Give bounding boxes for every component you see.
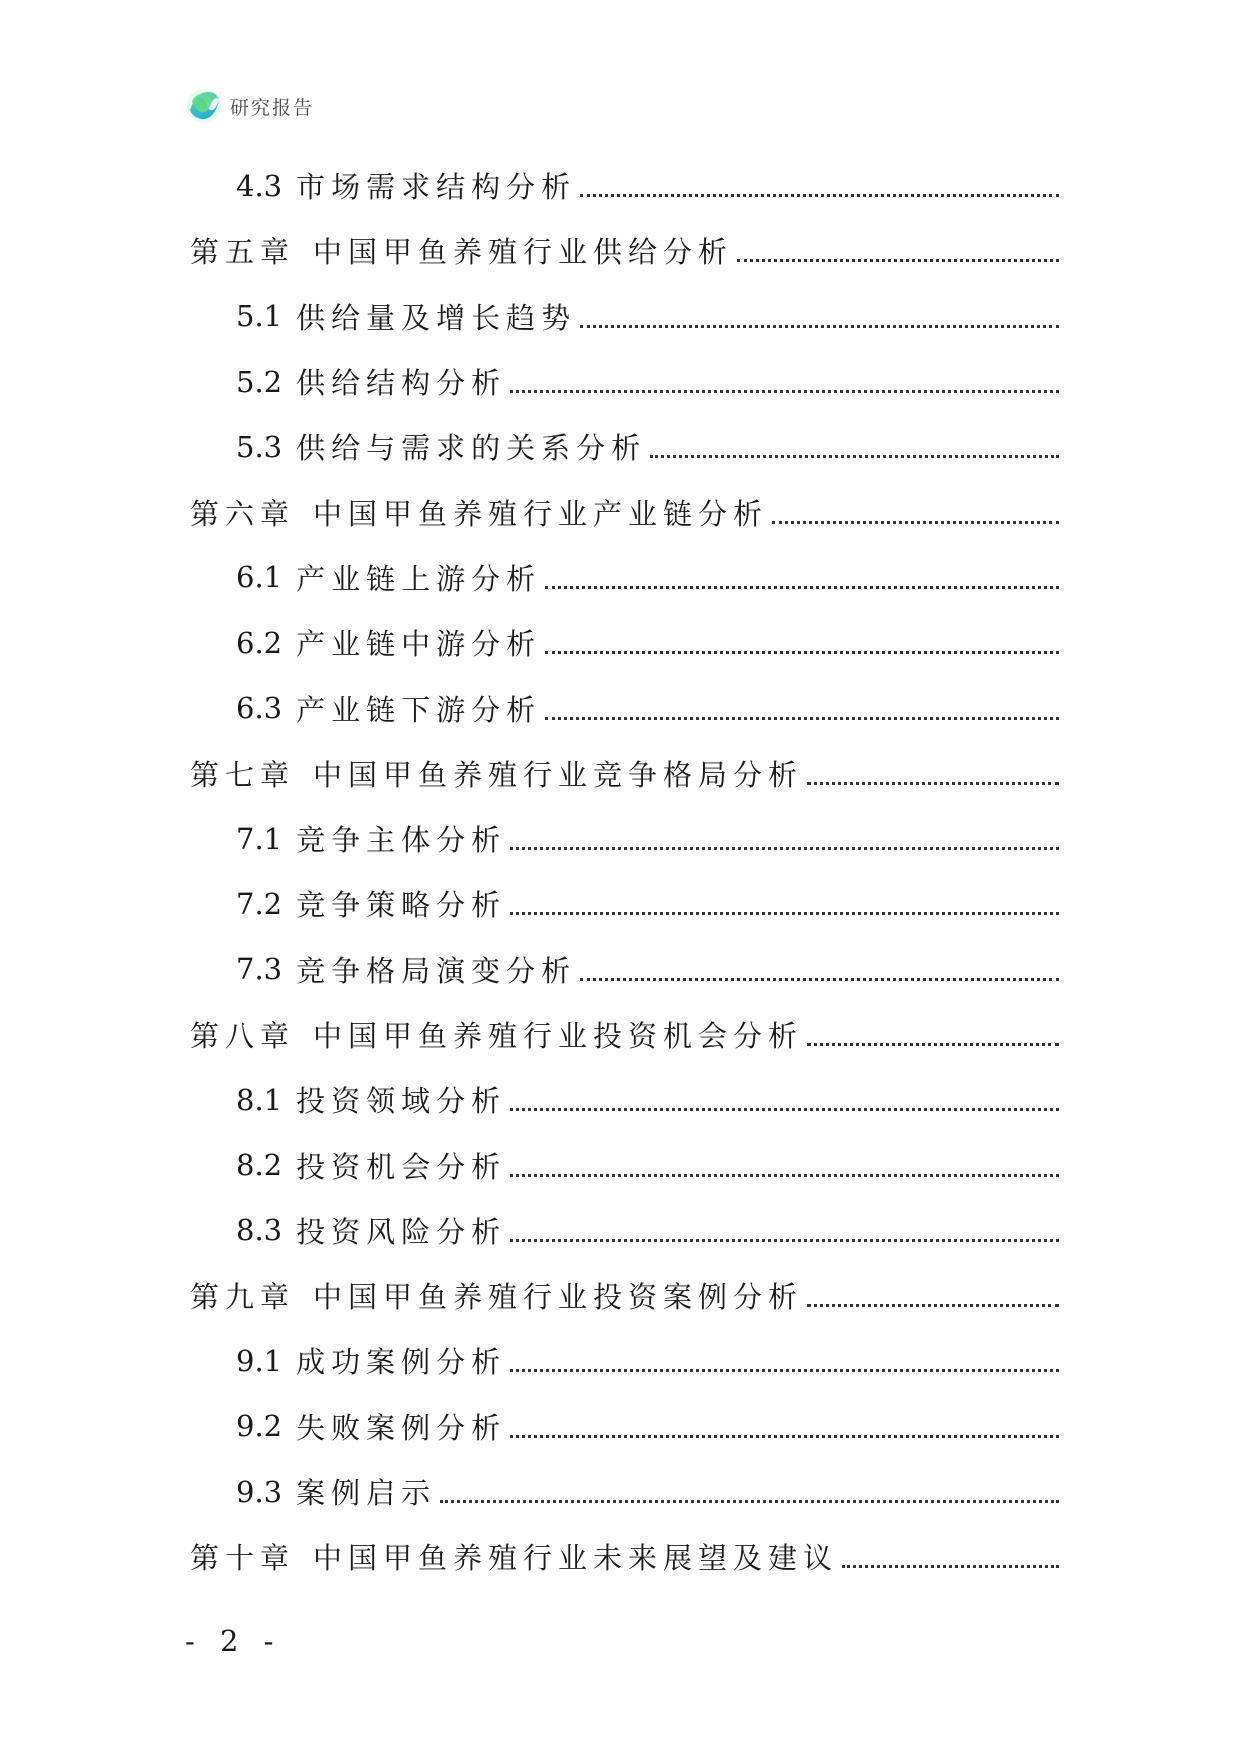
toc-section-entry[interactable] bbox=[190, 871, 1059, 936]
toc-entry-title: 中国甲鱼养殖行业供给分析 bbox=[313, 235, 734, 270]
toc-section-entry[interactable] bbox=[190, 675, 1059, 740]
toc-entry-number: 第五章 bbox=[190, 235, 296, 270]
toc-entry-number: 6.1 bbox=[236, 560, 283, 595]
toc-entry-title: 中国甲鱼养殖行业投资机会分析 bbox=[313, 1019, 804, 1053]
toc-chapter-entry[interactable] bbox=[190, 1002, 1059, 1067]
toc-entry-number: 6.2 bbox=[236, 625, 283, 660]
toc-entry-title: 竞争主体分析 bbox=[296, 823, 507, 858]
toc-dot-leader bbox=[510, 1435, 1059, 1438]
toc-section-entry[interactable] bbox=[190, 806, 1059, 871]
toc-entry-number: 4.3 bbox=[236, 168, 283, 203]
toc-entry-title: 供给与需求的关系分析 bbox=[296, 431, 647, 466]
table-of-contents bbox=[190, 153, 1059, 1590]
toc-chapter-entry[interactable] bbox=[190, 479, 1059, 544]
toc-entry-number: 第六章 bbox=[190, 496, 296, 531]
toc-dot-leader bbox=[772, 521, 1059, 524]
logo-icon bbox=[186, 88, 222, 124]
toc-entry-number: 5.3 bbox=[236, 429, 283, 464]
toc-section-entry[interactable] bbox=[190, 937, 1059, 1002]
toc-dot-leader bbox=[510, 1174, 1059, 1177]
toc-entry-title: 投资机会分析 bbox=[296, 1149, 507, 1184]
toc-section-entry[interactable] bbox=[190, 1132, 1059, 1197]
toc-dot-leader bbox=[545, 586, 1059, 589]
toc-dot-leader bbox=[545, 717, 1059, 720]
toc-chapter-entry[interactable] bbox=[190, 218, 1059, 283]
toc-entry-title: 失败案例分析 bbox=[296, 1410, 507, 1445]
toc-chapter-entry[interactable] bbox=[190, 1524, 1059, 1589]
toc-dot-leader bbox=[807, 1304, 1059, 1307]
toc-dot-leader bbox=[510, 1108, 1059, 1111]
toc-section-entry[interactable] bbox=[190, 1328, 1059, 1393]
toc-entry-number: 9.3 bbox=[236, 1474, 283, 1509]
toc-section-entry[interactable] bbox=[190, 1459, 1059, 1524]
toc-entry-title: 中国甲鱼养殖行业产业链分析 bbox=[313, 496, 769, 531]
toc-entry-number: 9.2 bbox=[236, 1409, 283, 1444]
toc-entry-number: 7.1 bbox=[236, 821, 283, 856]
page-header bbox=[186, 88, 314, 124]
toc-dot-leader bbox=[510, 847, 1059, 850]
toc-section-entry[interactable] bbox=[190, 545, 1059, 610]
toc-dot-leader bbox=[510, 1239, 1059, 1242]
toc-entry-number: 第八章 bbox=[190, 1019, 296, 1053]
toc-dot-leader bbox=[580, 194, 1059, 197]
page-number: - 2 - bbox=[185, 1624, 282, 1658]
toc-entry-title: 中国甲鱼养殖行业竞争格局分析 bbox=[313, 757, 804, 792]
toc-entry-title: 市场需求结构分析 bbox=[296, 170, 577, 205]
toc-entry-number: 8.2 bbox=[236, 1148, 283, 1183]
toc-section-entry[interactable] bbox=[190, 610, 1059, 675]
toc-chapter-entry[interactable] bbox=[190, 741, 1059, 806]
toc-dot-leader bbox=[650, 455, 1059, 458]
toc-entry-title: 竞争格局演变分析 bbox=[296, 953, 577, 988]
toc-entry-title: 产业链中游分析 bbox=[296, 627, 542, 662]
toc-entry-title: 竞争策略分析 bbox=[296, 888, 507, 923]
toc-entry-title: 供给量及增长趋势 bbox=[296, 300, 577, 335]
toc-dot-leader bbox=[580, 325, 1059, 328]
header-title: 研究报告 bbox=[230, 96, 315, 119]
toc-section-entry[interactable] bbox=[190, 1067, 1059, 1132]
toc-entry-title: 中国甲鱼养殖行业投资案例分析 bbox=[313, 1280, 804, 1315]
toc-entry-title: 产业链上游分析 bbox=[296, 561, 542, 596]
toc-entry-number: 第十章 bbox=[190, 1541, 296, 1576]
toc-dot-leader bbox=[807, 782, 1059, 785]
toc-dot-leader bbox=[510, 912, 1059, 915]
toc-entry-number: 8.1 bbox=[236, 1082, 283, 1117]
toc-entry-title: 案例启示 bbox=[296, 1476, 437, 1511]
toc-dot-leader bbox=[510, 390, 1059, 393]
toc-dot-leader bbox=[737, 259, 1059, 262]
toc-section-entry[interactable] bbox=[190, 1394, 1059, 1459]
toc-entry-number: 8.3 bbox=[236, 1213, 283, 1248]
toc-entry-number: 第九章 bbox=[190, 1280, 296, 1315]
toc-dot-leader bbox=[842, 1565, 1059, 1568]
toc-entry-title: 中国甲鱼养殖行业未来展望及建议 bbox=[313, 1541, 839, 1576]
toc-entry-number: 5.1 bbox=[236, 299, 283, 334]
toc-dot-leader bbox=[807, 1043, 1059, 1046]
toc-entry-number: 7.3 bbox=[236, 952, 283, 987]
toc-section-entry[interactable] bbox=[190, 349, 1059, 414]
toc-entry-number: 9.1 bbox=[236, 1343, 283, 1378]
toc-section-entry[interactable] bbox=[190, 284, 1059, 349]
toc-section-entry[interactable] bbox=[190, 153, 1059, 218]
toc-dot-leader bbox=[510, 1369, 1059, 1372]
toc-entry-title: 成功案例分析 bbox=[296, 1345, 507, 1380]
toc-section-entry[interactable] bbox=[190, 414, 1059, 479]
toc-entry-title: 投资领域分析 bbox=[296, 1084, 507, 1119]
toc-entry-number: 第七章 bbox=[190, 757, 296, 792]
toc-section-entry[interactable] bbox=[190, 1198, 1059, 1263]
toc-entry-title: 投资风险分析 bbox=[296, 1214, 507, 1249]
toc-entry-number: 6.3 bbox=[236, 691, 283, 726]
toc-dot-leader bbox=[440, 1500, 1059, 1503]
toc-dot-leader bbox=[580, 978, 1059, 981]
toc-chapter-entry[interactable] bbox=[190, 1263, 1059, 1328]
toc-entry-number: 7.2 bbox=[236, 886, 283, 921]
toc-entry-number: 5.2 bbox=[236, 364, 283, 399]
toc-dot-leader bbox=[545, 651, 1059, 654]
toc-entry-title: 供给结构分析 bbox=[296, 366, 507, 401]
toc-entry-title: 产业链下游分析 bbox=[296, 692, 542, 727]
